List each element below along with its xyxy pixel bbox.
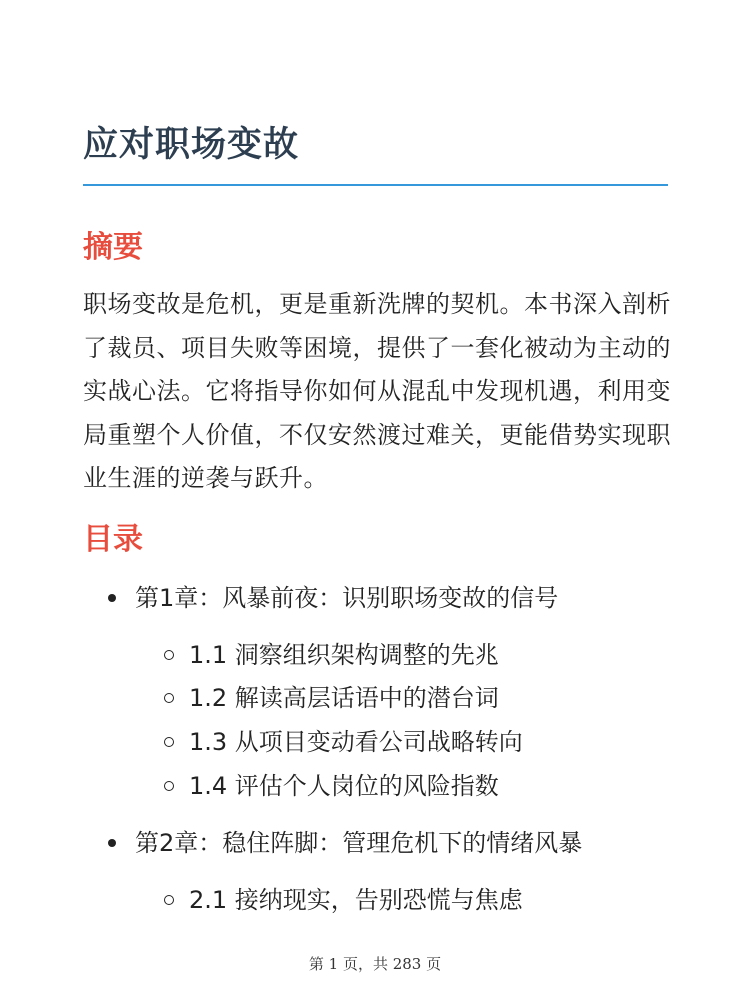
- toc-heading: 目录: [83, 522, 143, 557]
- toc-chapter-1: [135, 583, 558, 613]
- title-divider: [83, 184, 668, 186]
- toc-section: [189, 683, 499, 713]
- filled-bullet-icon: [108, 839, 116, 847]
- hollow-bullet-icon: [164, 693, 174, 703]
- chapter-label: 第2章：稳住阵脚：管理危机下的情绪风暴: [135, 829, 583, 857]
- hollow-bullet-icon: [164, 650, 174, 660]
- filled-bullet-icon: [108, 594, 116, 602]
- section-label: 1.2 解读高层话语中的潜台词: [189, 684, 499, 712]
- hollow-bullet-icon: [164, 737, 174, 747]
- toc-section: [189, 885, 523, 915]
- abstract-text: 职场变故是危机，更是重新洗牌的契机。本书深入剖析了裁员、项目失败等困境，提供了一套化被动为主动的实战心法。它将指导你如何从混乱中发现机遇，利用变局重塑个人价值，不仅安然渡过难关，更能借势实现职业生涯的逆袭与跃升。: [83, 290, 671, 492]
- abstract-heading: 摘要: [83, 230, 143, 265]
- toc-section: [189, 771, 499, 801]
- toc-chapter-2: [135, 828, 582, 858]
- hollow-bullet-icon: [164, 781, 174, 791]
- book-title: 应对职场变故: [83, 125, 300, 165]
- toc-section: [189, 640, 499, 670]
- hollow-bullet-icon: [164, 895, 174, 905]
- section-label: 2.1 接纳现实，告别恐慌与焦虑: [189, 886, 523, 914]
- page-number-footer: 第 1 页，共 283 页: [308, 955, 442, 973]
- chapter-label: 第1章：风暴前夜：识别职场变故的信号: [135, 584, 559, 612]
- section-label: 1.1 洞察组织架构调整的先兆: [189, 641, 499, 669]
- section-label: 1.3 从项目变动看公司战略转向: [189, 728, 523, 756]
- toc-section: [189, 727, 523, 757]
- section-label: 1.4 评估个人岗位的风险指数: [189, 772, 499, 800]
